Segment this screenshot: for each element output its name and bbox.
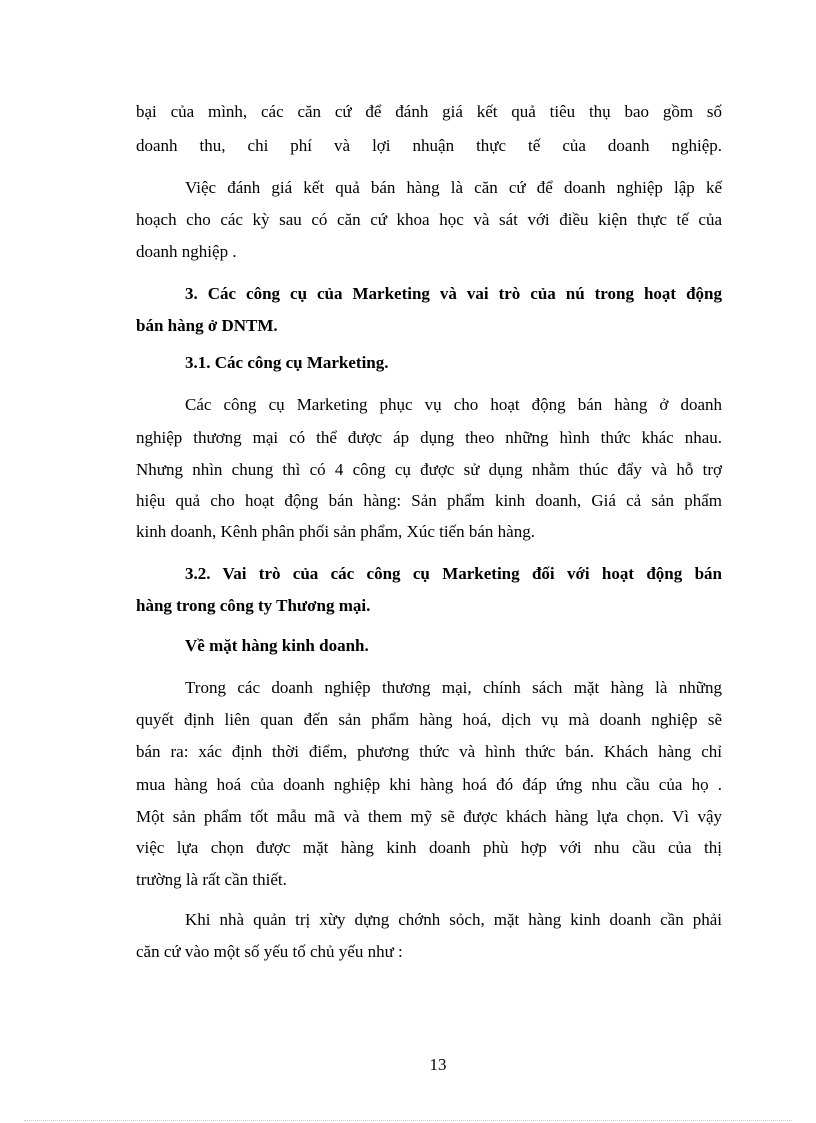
body-line: Các công cụ Marketing phục vụ cho hoạt động bán hàng ở doanh (185, 395, 722, 414)
body-line: hiệu quả cho hoạt động bán hàng: Sản phẩm kinh doanh, Giá cả sản phẩm (136, 491, 722, 510)
body-line: bại của mình, các căn cứ để đánh giá kết quả tiêu thụ bao gồm số (136, 102, 722, 121)
body-line: Một sản phẩm tốt mẫu mã và them mỹ sẽ được khách hàng lựa chọn. Vì vậy (136, 807, 722, 826)
page-number: 13 (429, 1055, 447, 1074)
section-heading: 3. Các công cụ của Marketing và vai trò của nú trong hoạt động (185, 284, 722, 303)
body-line: hoạch cho các kỳ sau có căn cứ khoa học và sát với điều kiện thực tế của (136, 210, 722, 229)
subsection-heading: 3.1. Các công cụ Marketing. (185, 353, 389, 372)
page-bottom-divider (24, 1120, 792, 1121)
body-line: việc lựa chọn được mặt hàng kinh doanh phù hợp với nhu cầu của thị (136, 838, 722, 857)
section-heading: bán hàng ở DNTM. (136, 316, 278, 335)
body-line: bán ra: xác định thời điểm, phương thức và hình thức bán. Khách hàng chỉ (136, 742, 722, 761)
body-line: căn cứ vào một số yếu tố chủ yếu như : (136, 942, 403, 961)
body-line: Việc đánh giá kết quả bán hàng là căn cứ để doanh nghiệp lập kế (185, 178, 722, 197)
body-line: quyết định liên quan đến sản phẩm hàng hoá, dịch vụ mà doanh nghiệp sẽ (136, 710, 722, 729)
subsection-heading: 3.2. Vai trò của các công cụ Marketing đối với hoạt động bán (185, 564, 722, 583)
body-line: doanh thu, chi phí và lợi nhuận thực tế của doanh nghiệp. (136, 136, 722, 155)
paragraph-heading: Về mặt hàng kinh doanh. (185, 636, 369, 655)
body-line: trường là rất cần thiết. (136, 870, 287, 889)
body-line: Khi nhà quản trị xừy dựng chớnh sỏch, mặt hàng kinh doanh cần phải (185, 910, 722, 929)
body-line: kinh doanh, Kênh phân phối sản phẩm, Xúc tiến bán hàng. (136, 522, 535, 541)
body-line: Trong các doanh nghiệp thương mại, chính sách mặt hàng là những (185, 678, 722, 697)
body-line: Nhưng nhìn chung thì có 4 công cụ được sử dụng nhằm thúc đẩy và hỗ trợ (136, 460, 722, 479)
subsection-heading: hàng trong công ty Thương mại. (136, 596, 371, 615)
body-line: mua hàng hoá của doanh nghiệp khi hàng hoá đó đáp ứng nhu cầu của họ . (136, 775, 722, 794)
body-line: nghiệp thương mại có thể được áp dụng theo những hình thức khác nhau. (136, 428, 722, 447)
body-line: doanh nghiệp . (136, 242, 237, 261)
